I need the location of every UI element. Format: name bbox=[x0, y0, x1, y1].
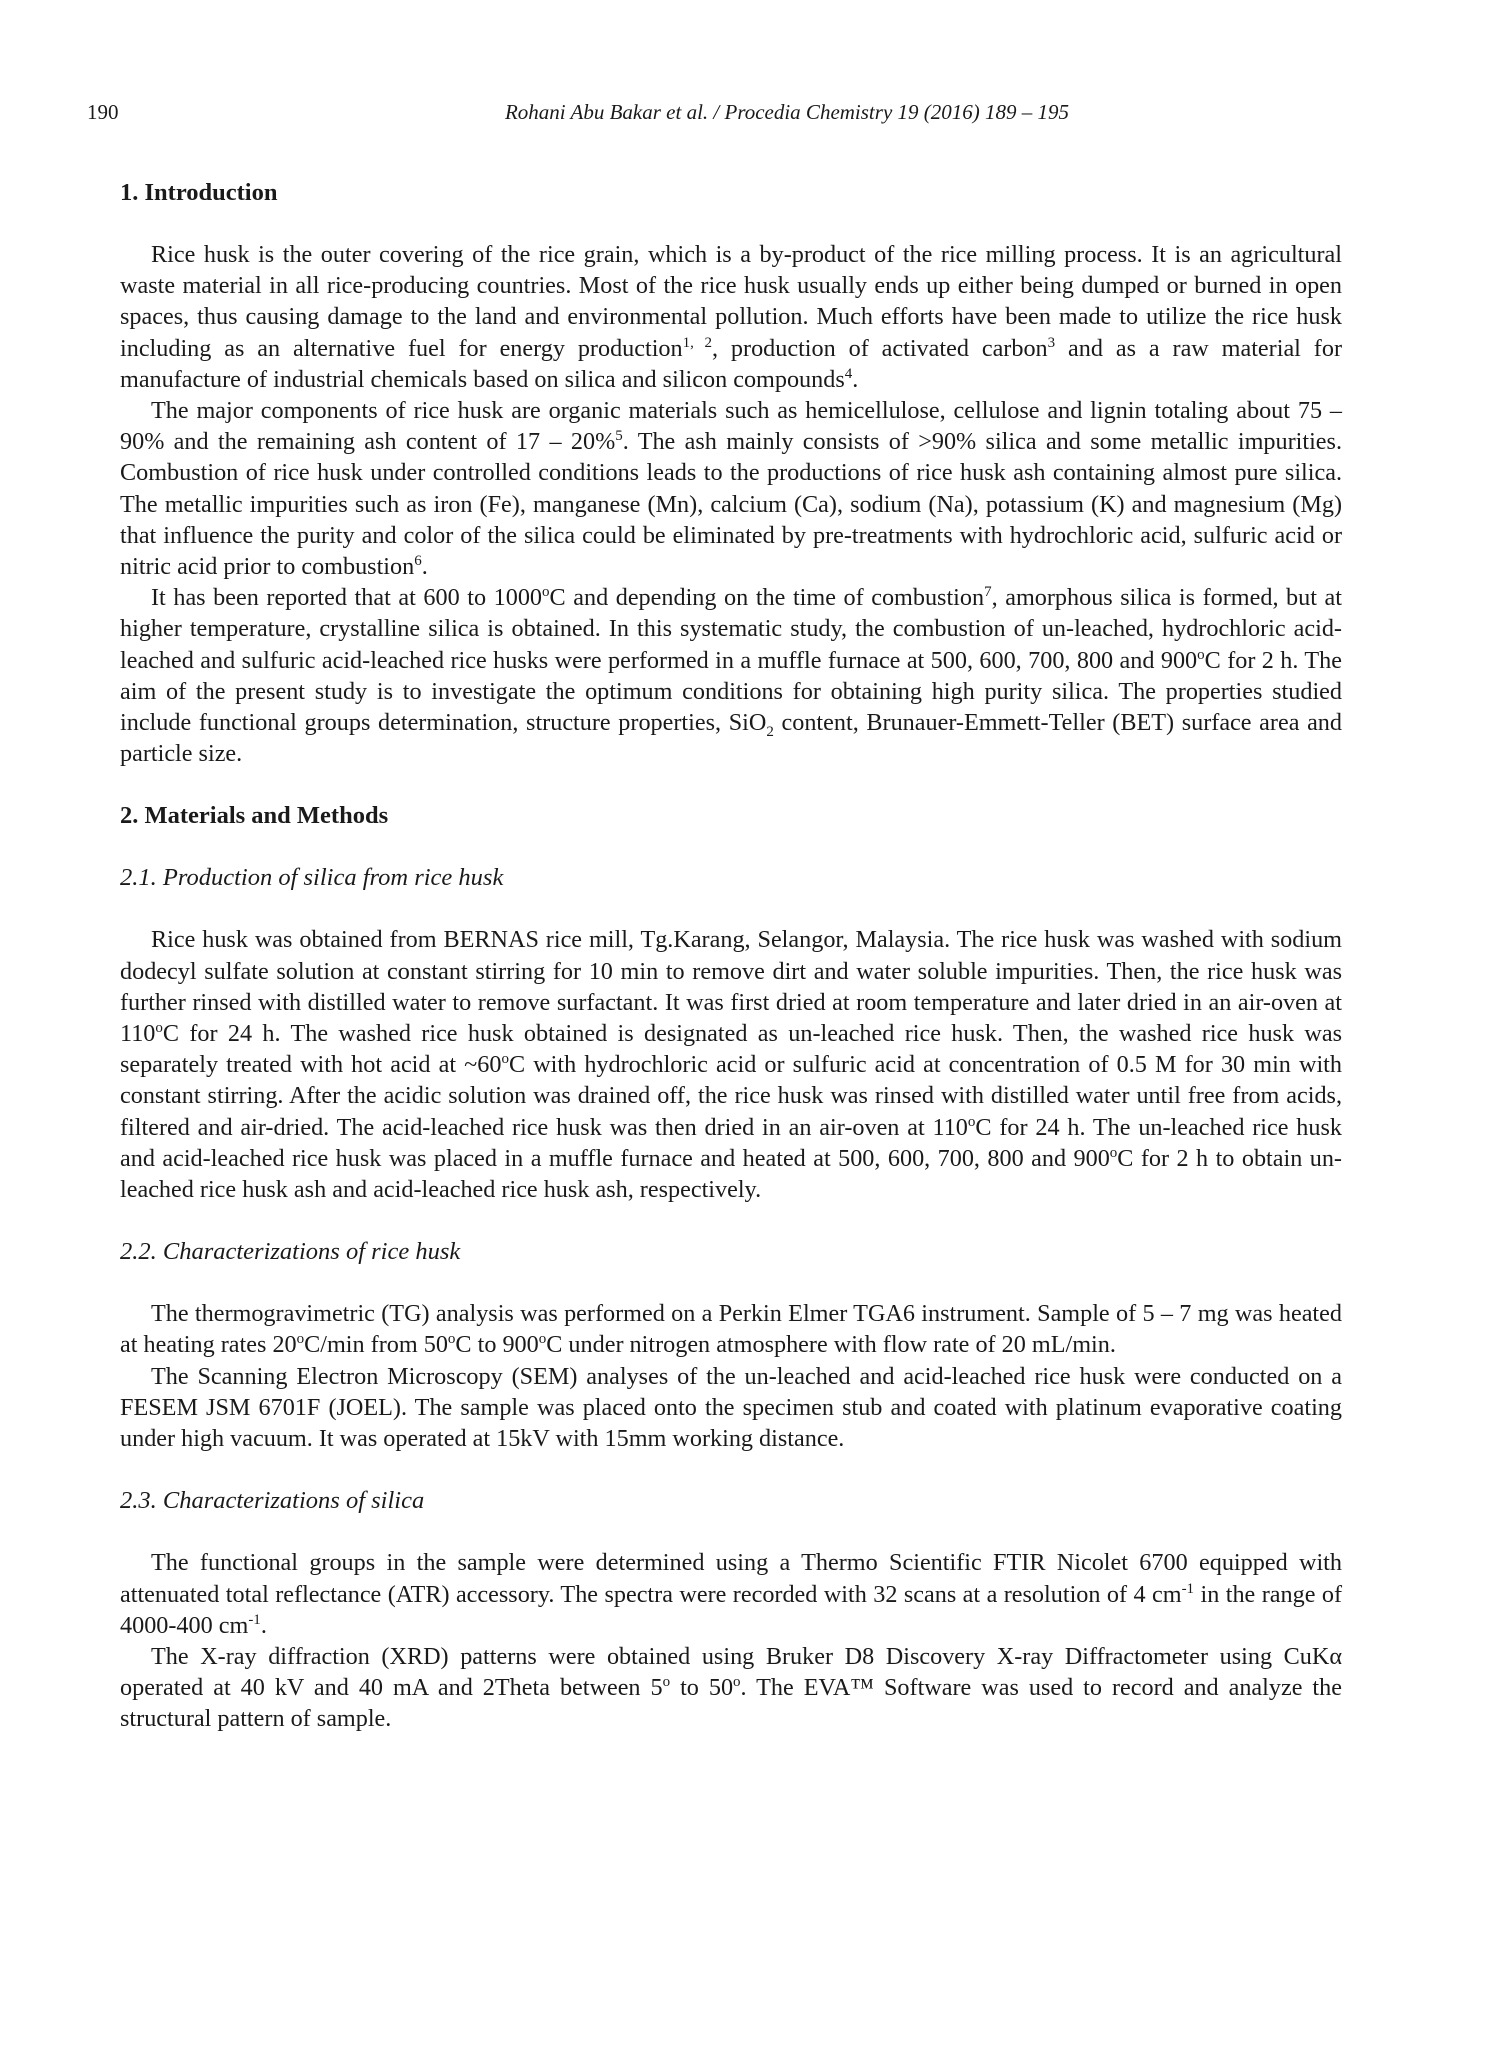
intro-paragraph-1: Rice husk is the outer covering of the rice grain, which is a by-product of the rice milling process. It is an agricultural waste material in all rice-producing countries. Most of the rice husk usually ends up either being dumped or burned in open spaces, thus causing damage to the land and environmental pollution. Much efforts have been made to utilize the rice husk including as an alternative fuel for energy production$^{1, 2}$, production of activated carbon$^3$ and as a raw material for manufacture of industrial chemicals based on silica and silicon compounds$^4$. bbox=[120, 241, 1342, 393]
citation-ref: 3 bbox=[1047, 334, 1056, 351]
intro-paragraph-2: The major components of rice husk are organic materials such as hemicellulose, cellulose and lignin totaling about 75 – 90% and the remaining ash content of 17 – 20%$^5$. The ash mainly consists of >90% silica and some metallic impurities. Combustion of rice husk under controlled conditions leads to the productions of rice husk ash containing almost pure silica. The metallic impurities such as iron (Fe), manganese (Mn), calcium (Ca), sodium (Na), potassium (K) and magnesium (Mg) that influence the purity and color of the silica could be eliminated by pre-treatments with hydrochloric acid, sulfuric acid or nitric acid prior to combustion$^6$. bbox=[120, 397, 1342, 581]
xrd-paragraph: The X-ray diffraction (XRD) patterns were obtained using Bruker D8 Discovery X-ray Diffractometer using CuKα operated at 40 kV and 40 mA and 2Theta between 5$^o$ to 50$^o$. The EVA™ Software was used to record and analyze the structural pattern of sample. bbox=[120, 1642, 1342, 1733]
section-heading-introduction: 1. Introduction bbox=[120, 179, 278, 206]
citation-ref: 4 bbox=[844, 365, 853, 382]
citation-ref: 5 bbox=[615, 428, 623, 445]
page-number: 190 bbox=[87, 100, 119, 124]
subsection-heading-silica: 2.3. Characterizations of silica bbox=[120, 1487, 425, 1515]
article-body bbox=[120, 177, 1342, 1735]
subsection-heading-production: 2.1. Production of silica from rice husk bbox=[120, 864, 504, 892]
section-heading-materials-methods: 2. Materials and Methods bbox=[120, 802, 389, 830]
tg-analysis-paragraph: The thermogravimetric (TG) analysis was performed on a Perkin Elmer TGA6 instrument. Sample of 5 – 7 mg was heated at heating rates 20$^o$C/min from 50$^o$C to 900$^o$C under nitrogen atmosphere with flow rate of 20 mL/min. bbox=[120, 1300, 1342, 1359]
intro-paragraph-3: It has been reported that at 600 to 1000$^o$C and depending on the time of combustion$^7$, amorphous silica is formed, but at higher temperature, crystalline silica is obtained. In this systematic study, the combustion of un-leached, hydrochloric acid-leached and sulfuric acid-leached rice husks were performed in a muffle furnace at 500, 600, 700, 800 and 900$^o$C for 2 h. The aim of the present study is to investigate the optimum conditions for obtaining high purity silica. The properties studied include functional groups determination, structure properties, SiO$_2$ content, Brunauer-Emmett-Teller (BET) surface area and particle size. bbox=[120, 584, 1342, 768]
production-paragraph: Rice husk was obtained from BERNAS rice mill, Tg.Karang, Selangor, Malaysia. The rice husk was washed with sodium dodecyl sulfate solution at constant stirring for 10 min to remove dirt and water soluble impurities. Then, the rice husk was further rinsed with distilled water to remove surfactant. It was first dried at room temperature and later dried in an air-oven at 110$^o$C for 24 h. The washed rice husk obtained is designated as un-leached rice husk. Then, the washed rice husk was separately treated with hot acid at ~60$^o$C with hydrochloric acid or sulfuric acid at concentration of 0.5 M for 30 min with constant stirring. After the acidic solution was drained off, the rice husk was rinsed with distilled water until free from acids, filtered and air-dried. The acid-leached rice husk was then dried in an air-oven at 110$^o$C for 24 h. The un-leached rice husk and acid-leached rice husk was placed in a muffle furnace and heated at 500, 600, 700, 800 and 900$^o$C for 2 h to obtain un-leached rice husk ash and acid-leached rice husk ash, respectively. bbox=[120, 926, 1342, 1204]
ftir-paragraph: The functional groups in the sample were determined using a Thermo Scientific FTIR Nicolet 6700 equipped with attenuated total reflectance (ATR) accessory. The spectra were recorded with 32 scans at a resolution of 4 $cm^{-1}$ in the range of 4000-400 $cm^{-1}$. bbox=[120, 1549, 1343, 1639]
page-header bbox=[87, 100, 1342, 130]
running-head: Rohani Abu Bakar et al. / Procedia Chemistry 19 (2016) 189 – 195 bbox=[504, 100, 1070, 124]
subsection-heading-rice-husk: 2.2. Characterizations of rice husk bbox=[120, 1238, 461, 1266]
sem-paragraph: The Scanning Electron Microscopy (SEM) analyses of the un-leached and acid-leached rice husk were conducted on a FESEM JSM 6701F (JOEL). The sample was placed onto the specimen stub and coated with platinum evaporative coating under high vacuum. It was operated at 15kV with 15mm working distance. bbox=[120, 1362, 1342, 1453]
citation-ref: 1, 2 bbox=[682, 334, 712, 351]
citation-ref: 6 bbox=[414, 552, 422, 569]
citation-ref: 7 bbox=[984, 584, 992, 601]
